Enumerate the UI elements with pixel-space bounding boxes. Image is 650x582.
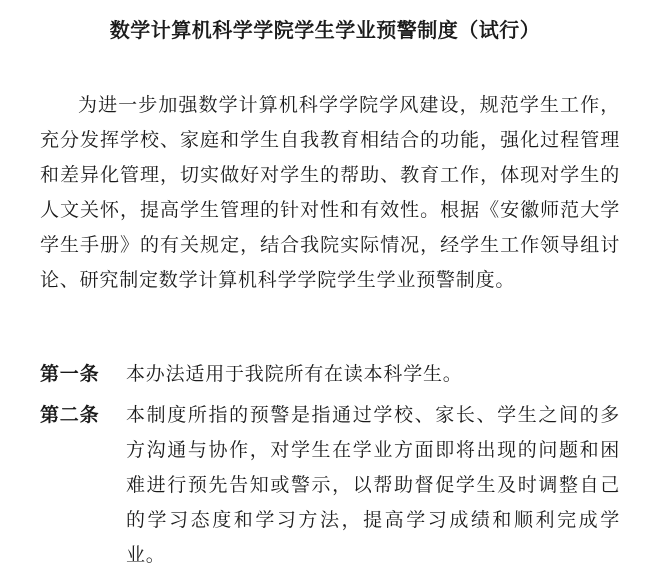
article-2 [40, 398, 620, 573]
article-2-label: 第二条 [40, 404, 100, 426]
article-1-label: 第一条 [40, 363, 100, 385]
article-1 [40, 357, 620, 392]
document-title: 数学计算机科学学院学生学业预警制度（试行） [109, 18, 541, 42]
article-1-text: 本办法适用于我院所有在读本科学生。 [126, 363, 463, 385]
preamble-paragraph: 为进一步加强数学计算机科学学院学风建设，规范学生工作，充分发挥学校、家庭和学生自我教育相结合的功能，强化过程管理和差异化管理，切实做好对学生的帮助、教育工作，体现对学生的人文关怀，提高学生管理的针对性和有效性。根据《安徽师范大学学生手册》的有关规定，结合我院实际情况，经学生工作领导组讨论、研究制定数学计算机科学学院学生学业预警制度。 [40, 94, 620, 291]
article-2-text: 本制度所指的预警是指通过学校、家长、学生之间的多方沟通与协作，对学生在学业方面即将出现的问题和困难进行预先告知或警示，以帮助督促学生及时调整自己的学习态度和学习方法，提高学习成绩和顺利完成学业。 [126, 404, 620, 566]
